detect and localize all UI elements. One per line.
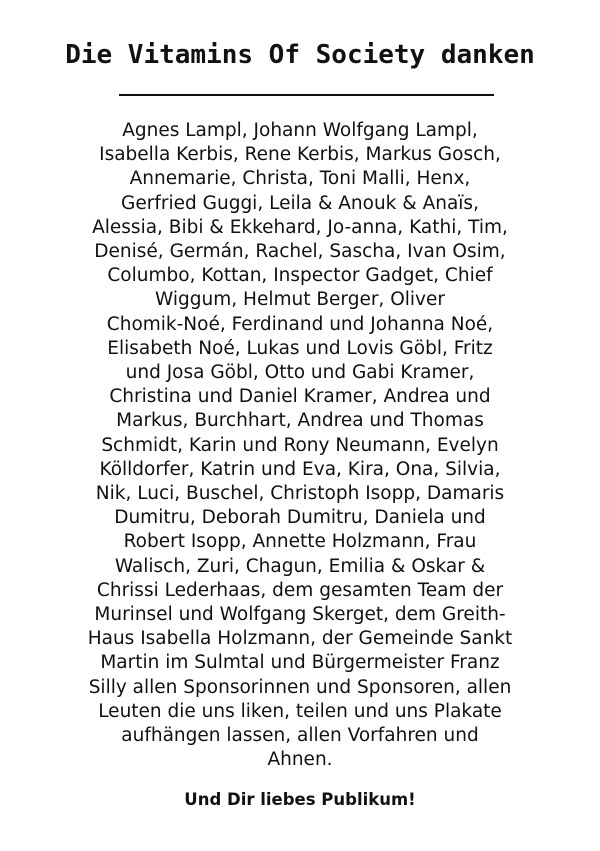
text-line: Annemarie, Christa, Toni Malli, Henx,	[129, 168, 471, 190]
text-line: Nik, Luci, Buschel, Christoph Isopp, Damaris	[95, 483, 505, 505]
text-line: Denisé, Germán, Rachel, Sascha, Ivan Osim,	[94, 241, 506, 263]
text-line: Elisabeth Noé, Lukas und Lovis Göbl, Fritz	[107, 337, 493, 359]
text-line: Schmidt, Karin und Rony Neumann, Evelyn	[101, 434, 499, 456]
text-line: Markus, Burchhart, Andrea und Thomas	[116, 410, 484, 432]
text-line: Alessia, Bibi & Ekkehard, Jo-anna, Kathi, Tim,	[92, 216, 508, 238]
page-title: Die Vitamins Of Society danken	[65, 40, 535, 70]
text-line: Kölldorfer, Katrin und Eva, Kira, Ona, Silvia,	[99, 458, 501, 480]
text-line: Isabella Kerbis, Rene Kerbis, Markus Gosch,	[99, 144, 501, 166]
text-line: Haus Isabella Holzmann, der Gemeinde Sankt	[87, 628, 513, 650]
text-line: Ahnen.	[267, 749, 333, 771]
text-line: Columbo, Kottan, Inspector Gadget, Chief	[107, 265, 493, 287]
text-line: Chomik-Noé, Ferdinand und Johanna Noé,	[106, 313, 494, 335]
text-line: Agnes Lampl, Johann Wolfgang Lampl,	[122, 120, 478, 141]
text-line: und Josa Göbl, Otto und Gabi Kramer,	[125, 362, 475, 384]
text-line: Chrissi Lederhaas, dem gesamten Team der	[96, 579, 504, 601]
text-line: Wiggum, Helmut Berger, Oliver	[155, 289, 445, 311]
text-line: Robert Isopp, Annette Holzmann, Frau	[123, 531, 477, 553]
text-line: Walisch, Zuri, Chagun, Emilia & Oskar &	[114, 555, 486, 577]
text-line: Gerfried Guggi, Leila & Anouk & Anaïs,	[121, 192, 479, 214]
text-line: Silly allen Sponsorinnen und Sponsoren, allen	[88, 676, 512, 698]
text-line: Murinsel und Wolfgang Skerget, dem Greith-	[94, 604, 506, 626]
text-line: Leuten die uns liken, teilen und uns Plakate	[98, 700, 502, 722]
thanks-text	[60, 119, 540, 772]
text-line: Dumitru, Deborah Dumitru, Daniela und	[114, 507, 486, 529]
text-line: aufhängen lassen, allen Vorfahren und	[121, 725, 479, 747]
text-line: Martin im Sulmtal und Bürgermeister Franz	[100, 652, 500, 674]
title-divider	[119, 94, 494, 96]
text-line: Christina und Daniel Kramer, Andrea und	[109, 386, 491, 408]
closing-line: Und Dir liebes Publikum!	[184, 790, 416, 809]
